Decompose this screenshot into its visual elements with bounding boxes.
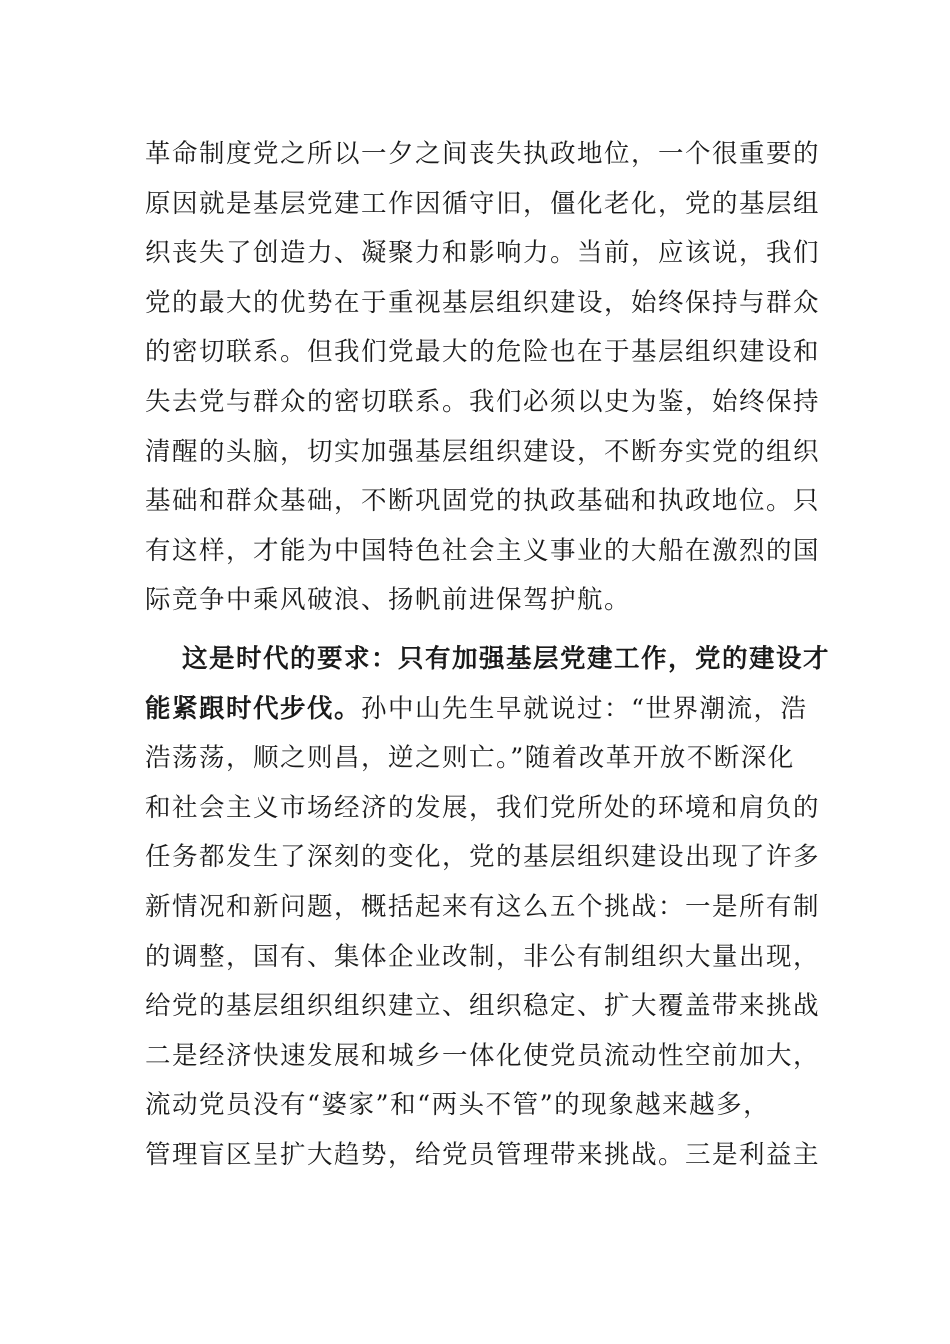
document-body <box>145 130 831 1180</box>
text-line: 基础和群众基础，不断巩固党的执政基础和执政地位。只 <box>145 486 821 517</box>
text-line-mixed <box>145 685 807 735</box>
text-line: 际竞争中乘风破浪、扬帆前进保驾护航。 <box>145 585 632 616</box>
text-line: 浩荡荡，顺之则昌，逆之则亡。”随着改革开放不断深化 <box>145 743 795 774</box>
text-line: 的调整，国有、集体企业改制，非公有制组织大量出现， <box>145 941 821 972</box>
paragraph-2 <box>145 635 831 1181</box>
text-line-rest: 孙中山先生早就说过：“世界潮流，浩 <box>361 693 808 724</box>
text-line: 新情况和新问题，概括起来有这么五个挑战：一是所有制 <box>145 891 821 922</box>
text-line: 给党的基层组织组织建立、组织稳定、扩大覆盖带来挑战 <box>145 991 821 1022</box>
paragraph-spacer <box>145 626 807 635</box>
text-line: 任务都发生了深刻的变化，党的基层组织建设出现了许多 <box>145 842 821 873</box>
text-line: 二是经济快速发展和城乡一体化使党员流动性空前加大， <box>145 1040 821 1071</box>
text-line: 的密切联系。但我们党最大的危险也在于基层组织建设和 <box>145 337 821 368</box>
text-line: 失去党与群众的密切联系。我们必须以史为鉴，始终保持 <box>145 386 821 417</box>
paragraph-heading-tail: 能紧跟时代步伐。 <box>145 693 362 724</box>
text-line: 和社会主义市场经济的发展，我们党所处的环境和肩负的 <box>145 792 821 823</box>
text-line: 管理盲区呈扩大趋势，给党员管理带来挑战。三是利益主 <box>145 1139 821 1170</box>
text-line: 革命制度党之所以一夕之间丧失执政地位，一个很重要的 <box>145 139 821 169</box>
paragraph-1 <box>145 130 821 626</box>
text-line: 原因就是基层党建工作因循守旧，僵化老化，党的基层组 <box>145 188 821 219</box>
text-line: 织丧失了创造力、凝聚力和影响力。当前，应该说，我们 <box>145 238 821 269</box>
text-line: 清醒的头脑，切实加强基层组织建设，不断夯实党的组织 <box>145 436 821 467</box>
text-line: 有这样，才能为中国特色社会主义事业的大船在激烈的国 <box>145 535 821 566</box>
paragraph-heading-line: 这是时代的要求：只有加强基层党建工作，党的建设才 <box>182 643 831 674</box>
text-line: 党的最大的优势在于重视基层组织建设，始终保持与群众 <box>145 287 821 318</box>
text-line: 流动党员没有“婆家”和“两头不管”的现象越来越多， <box>145 1090 771 1121</box>
